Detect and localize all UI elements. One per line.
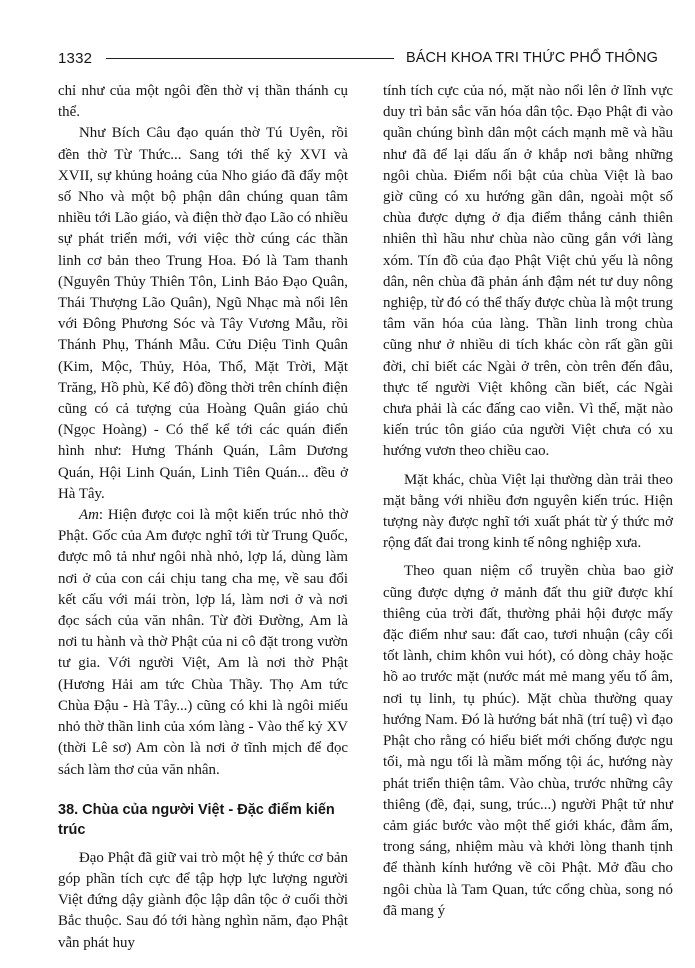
section-heading: 38. Chùa của người Việt - Đặc điểm kiến trúc (58, 801, 335, 838)
right-column (383, 81, 673, 922)
left-column (58, 81, 348, 954)
paragraph: Như Bích Câu đạo quán thờ Tú Uyên, rồi đền thờ Từ Thức... Sang tới thế kỷ XVI và XVII, sự khủng hoảng của Nho giáo đã đẩy một số Nho và một bộ phận dân chúng quan tâm nhiều tới Lão giáo, và điện thờ đạo Lão có nhiều sự phát triển mới, với việc thờ cúng các thần linh cơ bản theo Trung Hoa. Đó là Tam thanh (Nguyên Thủy Thiên Tôn, Linh Bảo Đạo Quân, Thái Thượng Lão Quân), Ngũ Nhạc mà nổi lên với Đông Phương Sóc và Tây Vương Mẫu, rồi Thánh Phụ, Thánh Mẫu. Cửu Diệu Tinh Quân (Kim, Mộc, Thủy, Hỏa, Thổ, Mặt Trời, Mặt Trăng, Hồ phù, Kế đô) đồng thời trên chính điện cũng có cả tượng của Hoàng Quân giáo chủ (Ngọc Hoàng) - Có thể kể tới các quán điển hình như: Hưng Thánh Quán, Lâm Dương Quán, Hội Linh Quán, Linh Tiên Quán... đều ở Hà Tây. (58, 125, 348, 502)
page-number: 1332 (58, 49, 93, 67)
paragraph: tính tích cực của nó, mặt nào nổi lên ở lĩnh vực duy trì bản sắc văn hóa dân tộc. Đạo Phật đi vào quần chúng bình dân một cách mạnh mẽ và hầu như đã để lại dấu ấn ở khắp nơi bằng những ngôi chùa. Điểm nổi bật của chùa Việt là bao giờ cũng có xu hướng gần dân, ngoài một số chùa được dựng ở địa điểm thắng cảnh thiên nhiên thì hầu như chùa nào cũng gắn với làng xóm. Tín đồ của đạo Phật Việt chủ yếu là nông dân, nên chùa đã phản ánh đậm nét tư duy nông nghiệp, từ đó có thể thấy được chùa là một trung tâm văn hóa của làng. Thần linh trong chùa cũng như ở nhiều di tích khác còn rất gần gũi đời, chỉ biết các Ngài ở trên, còn trên đến đâu, thực tế người Việt không cần biết, các Ngài chưa phải là các đấng cao viễn. Vì thế, mặt nào kiến trúc tôn giáo của người Việt chưa có xu hướng vươn theo chiều cao. (383, 83, 673, 460)
paragraph: Mặt khác, chùa Việt lại thường dàn trải theo mặt bằng với nhiều đơn nguyên kiến trúc. Hiện tượng này được nghĩ tới xuất phát từ ý thức mở rộng đất đai trong kinh tế nông nghiệp xưa. (383, 471, 673, 552)
paragraph: Theo quan niệm cổ truyền chùa bao giờ cũng được dựng ở mảnh đất thu giữ được khí thiêng của trời đất, thường phải hội được mấy đặc điểm như sau: đất cao, tươi nhuận (cây cối tốt lành, chim khôn vui hót), có dòng chảy hoặc hồ ao trước mặt (nước mát mẻ mang yếu tố âm, nơi tụ linh, tụ phúc). Mặt chùa thường quay hướng Nam. Đó là hướng bát nhã (trí tuệ) vì đạo Phật cho rằng có hiểu biết mới chống được ngu tối, mà ngu tối là mầm mống tội ác, hướng này phát triển thiện tâm. Vào chùa, trước những cây thiêng (đề, đại, sung, trúc...) người Phật tử như cảm giác bước vào một thế giới khác, đằm ấm, trong sáng, nhiệm màu và khởi lòng thanh tịnh để thành kính hướng về cõi Phật. Mở đầu cho ngôi chùa là Tam Quan, tức cổng chùa, song nó đã mang ý (383, 563, 673, 919)
page-header (58, 47, 658, 69)
lead-term: Am (79, 507, 99, 524)
paragraph-text: : Hiện được coi là một kiến trúc nhỏ thờ Phật. Gốc của Am được nghĩ tới từ Trung Quốc, được mô tả như ngôi nhà nhỏ, lợp lá, dùng làm nơi ở của con cái chịu tang cha mẹ, về sau đổi kết cấu với mái tròn, lợp lá, làm nơi ở và nơi đọc sách của văn nhân. Từ đời Đường, Am là nơi tu hành và thờ Phật của ni cô đặt trong vườn tư gia. Với người Việt, Am là nơi thờ Phật (Hương Hải am tức Chùa Thầy. Thọ Am tức Chùa Đậu - Hà Tây...) cũng có khi là ngôi miếu nhỏ thờ thần linh của xóm làng - Vào thế kỷ XV (thời Lê sơ) Am còn là nơi ở tĩnh mịch để đọc sách làm thơ của văn nhân. (58, 507, 348, 778)
paragraph: Đạo Phật đã giữ vai trò một hệ ý thức cơ bản góp phần tích cực để tập hợp lực lượng người Việt đứng dậy giành độc lập dân tộc ở cuối thời Bắc thuộc. Sau đó tới hàng nghìn năm, đạo Phật vẫn phát huy (58, 849, 348, 951)
paragraph (58, 505, 348, 781)
paragraph: chỉ như của một ngôi đền thờ vị thần thánh cụ thể. (58, 83, 348, 121)
header-rule (106, 58, 394, 59)
running-title: BÁCH KHOA TRI THỨC PHỔ THÔNG (405, 50, 658, 66)
